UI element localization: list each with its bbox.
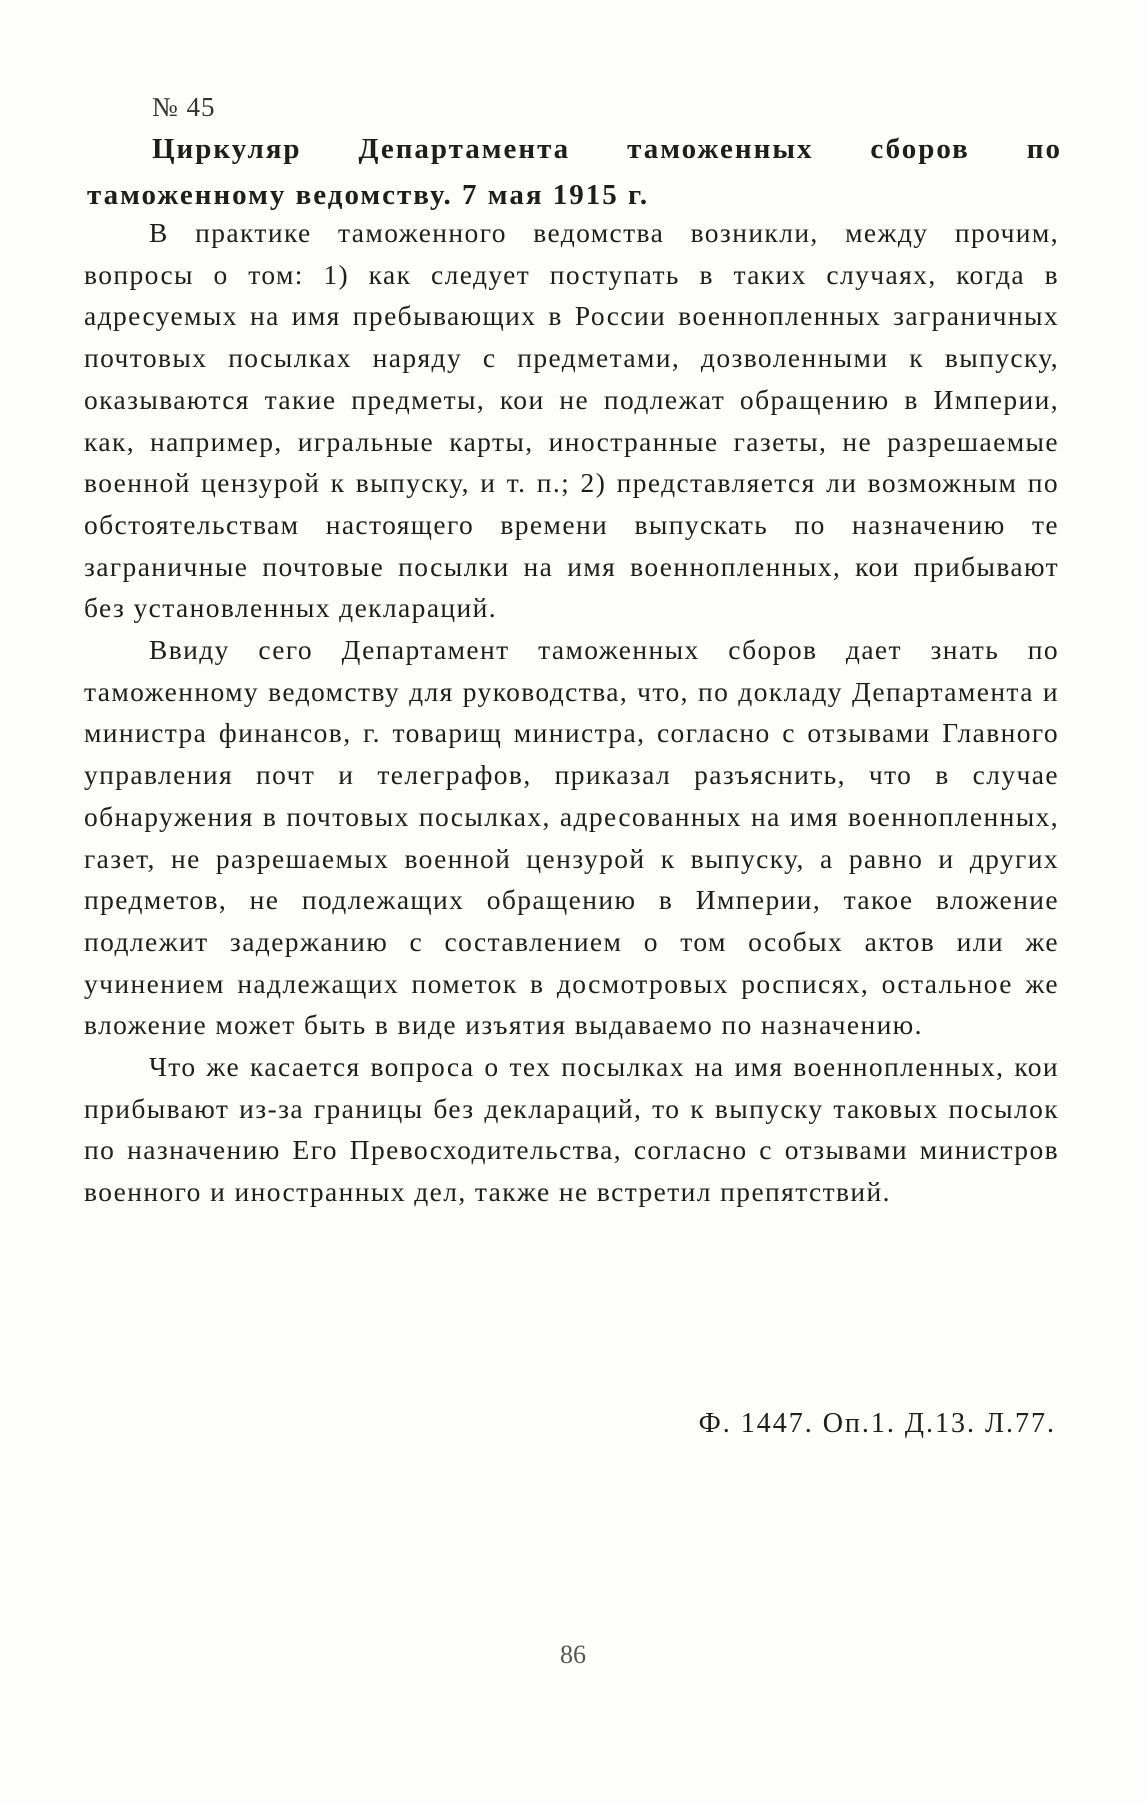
- paragraph-1: В практике таможенного ведомства возникли, между прочим, вопросы о том: 1) как следует поступать в таких случаях, когда в адресуемых на имя пребывающих в России военнопленных заграничных почтовых посылках наряду с предметами, дозволенными к выпуску, оказываются такие предметы, кои не подлежат обращению в Империи, как, например, игральные карты, иностранные газеты, не разрешаемые военной цензурой к выпуску, и т. п.; 2) представляется ли возможным по обстоятельствам настоящего времени выпускать по назначению те заграничные почтовые посылки на имя военнопленных, кои прибывают без установленных деклараций.: [84, 217, 1059, 624]
- paragraph-2: Ввиду сего Департамент таможенных сборов дает знать по таможенному ведомству для руководства, что, по докладу Департамента и министра финансов, г. товарищ министра, согласно с отзывами Главного управления почт и телеграфов, приказал разъяснить, что в случае обнаружения в почтовых посылках, адресованных на имя военнопленных, газет, не разрешаемых военной цензурой к выпуску, а равно и других предметов, не подлежащих обращению в Империи, такое вложение подлежит задержанию с составлением о том особых актов или же учинением надлежащих пометок в досмотровых росписях, остальное же вложение может быть в виде изъятия выдаваемо по назначению.: [84, 634, 1059, 1041]
- document-body: [84, 212, 1059, 1213]
- paragraph-3: Что же касается вопроса о тех посылках на имя военнопленных, кои прибывают из-за границы без деклараций, то к выпуску таковых посылок по назначению Его Превосходительства, согласно с отзывами министров военного и иностранных дел, также не встретил препятствий.: [84, 1051, 1059, 1208]
- document-number: № 45: [152, 92, 216, 122]
- page-number: 86: [560, 1640, 586, 1669]
- document-title: Циркуляр Департамента таможенных сборов по таможенному ведомству. 7 мая 1915 г.: [87, 133, 1062, 211]
- archive-reference: Ф. 1447. Оп.1. Д.13. Л.77.: [698, 1408, 1056, 1439]
